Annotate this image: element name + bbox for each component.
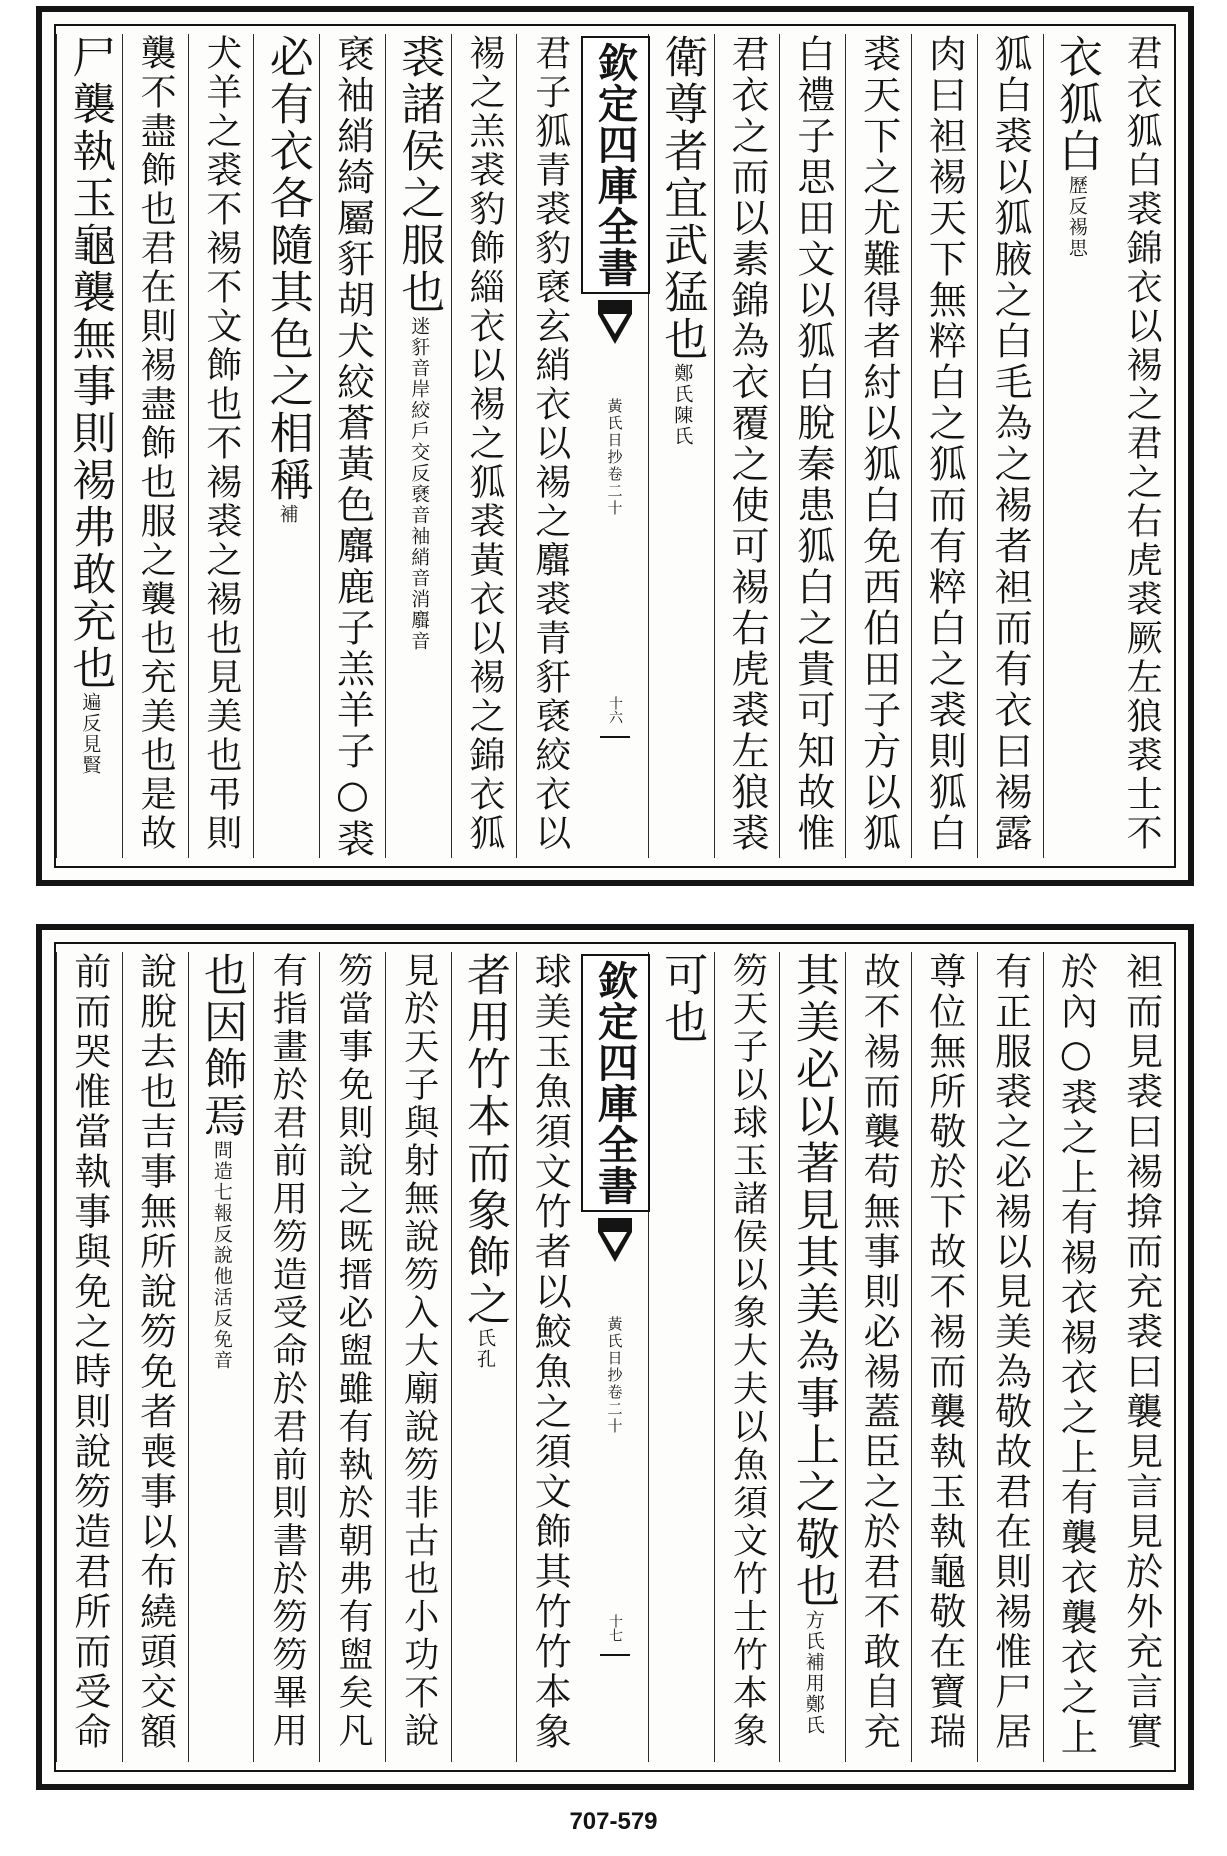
text-column — [451, 34, 517, 858]
main-text: 君衣之而以素錦為衣覆之使可裼右虎裘左狼裘 — [725, 34, 770, 854]
text-column — [648, 952, 714, 1762]
annotation-line: 歷反 — [1065, 175, 1088, 217]
gutter-page-number: 十六 — [607, 696, 623, 724]
main-text: 笏當事免則說之既搢必盥雖有執於朝弗有盥矣凡 — [332, 952, 373, 1750]
center-gutter — [585, 954, 645, 1760]
annotation-note — [671, 363, 694, 447]
text-column — [188, 34, 254, 858]
text-column — [911, 952, 977, 1762]
main-text: 可也 — [656, 952, 708, 1046]
page-panel-top — [36, 6, 1194, 886]
main-text: 肉曰袒裼天下無粹白之狐而有粹白之裘則狐白 — [922, 34, 967, 854]
text-column — [779, 952, 845, 1762]
text-column — [122, 952, 188, 1762]
main-text: 褎袖綃綺屬豻胡犬絞蒼黃色麛鹿子羔羊子○裘 — [330, 34, 375, 860]
gutter-title: 欽定四庫全書 — [581, 36, 650, 294]
annotation-line: 問造七報反 — [210, 1140, 233, 1245]
page-footer-number: 707-579 — [569, 1808, 658, 1835]
text-column — [845, 34, 911, 858]
annotation-note — [803, 1610, 823, 1736]
annotation-line: 鄭氏 — [671, 363, 694, 405]
gutter-rule — [600, 1654, 630, 1656]
text-column — [977, 952, 1043, 1762]
annotation-line: 迷豻音岸絞戶交反 — [408, 316, 431, 484]
annotation-line: 遍反 — [79, 692, 102, 734]
text-column — [385, 34, 451, 858]
text-column — [253, 952, 319, 1762]
main-text: 狐白裘以狐腋之白毛為之裼者袒而有衣曰裼露 — [988, 34, 1033, 854]
main-text: 故不裼而襲苟無事則必裼蓋臣之於君不敢自充 — [857, 952, 901, 1752]
main-text: 尊位無所敬於下故不裼而襲執玉執龜敬在寶瑞 — [922, 952, 966, 1752]
text-frame-top — [54, 24, 1176, 868]
page-panel-bottom — [36, 924, 1194, 1790]
main-text: 笏天子以球玉諸侯以象大夫以魚須文竹士竹本象 — [727, 952, 768, 1750]
main-text: 裘諸侯之服也 — [393, 34, 445, 316]
annotation-line: 氏 — [473, 1328, 496, 1349]
main-text: 君子狐青裘豹褎玄綃衣以裼之麛裘青豻褎絞衣以 — [529, 34, 571, 853]
text-column — [516, 952, 582, 1762]
main-text: 衣狐白 — [1050, 34, 1102, 175]
annotation-line: 陳氏 — [671, 405, 694, 447]
text-column — [516, 34, 582, 858]
text-column — [1043, 34, 1109, 858]
main-text: 球美玉魚須文竹者以鮫魚之須文飾其竹竹本象 — [528, 952, 572, 1752]
main-text: 裼之羔裘豹飾緇衣以裼之狐裘黃衣以裼之錦衣狐 — [463, 34, 505, 853]
main-text: 也因飾焉 — [195, 952, 247, 1140]
main-text: 有指畫於君前用笏造受命於君前則書於笏笏畢用 — [267, 952, 308, 1750]
annotation-line: 見賢 — [79, 734, 102, 776]
text-column — [56, 952, 122, 1762]
text-frame-bottom — [54, 942, 1176, 1772]
text-column — [188, 952, 254, 1762]
text-column — [911, 34, 977, 858]
text-column — [1108, 34, 1174, 858]
annotation-note — [211, 1140, 231, 1371]
gutter-source: 黃氏日抄卷二十 — [605, 398, 624, 517]
annotation-line: 說他活反免音 — [210, 1245, 233, 1371]
annotation-line: 補 — [276, 504, 299, 525]
annotation-line: 用鄭氏 — [802, 1673, 825, 1736]
annotation-note — [79, 692, 102, 776]
main-text: 前而哭惟當執事與免之時則說笏造君所而受命 — [67, 952, 111, 1752]
text-column — [451, 952, 517, 1762]
main-text: 者用竹本而象飾之 — [458, 952, 510, 1328]
main-text: 說脫去也吉事無所說笏免者喪事以布繞頭交額 — [133, 952, 177, 1752]
gutter-rule — [600, 736, 630, 738]
text-column — [648, 34, 714, 858]
annotation-note — [277, 504, 297, 525]
main-text: 袒而見裘曰裼揜而充裘曰襲見言見於外充言實 — [1119, 952, 1163, 1752]
text-column — [319, 34, 385, 858]
text-column — [1043, 952, 1109, 1762]
main-text: 白禮子思田文以狐白脫秦患狐白之貴可知故惟 — [790, 34, 835, 854]
main-text: 襲不盡飾也君在則裼盡飾也服之襲也充美也是故 — [135, 34, 177, 853]
text-column — [714, 34, 780, 858]
text-column — [779, 34, 845, 858]
text-column — [714, 952, 780, 1762]
text-column — [319, 952, 385, 1762]
annotation-line: 裼思 — [1065, 217, 1088, 259]
text-column — [385, 952, 451, 1762]
gutter-source: 黃氏日抄卷二十 — [605, 1316, 624, 1435]
fishtail-mark-icon — [598, 300, 632, 380]
annotation-note — [408, 316, 431, 652]
text-column — [122, 34, 188, 858]
annotation-line: 褎音袖綃音消麛音 — [408, 484, 431, 652]
main-text: 其美必以著見其美為事上之敬也 — [787, 952, 839, 1610]
text-column — [253, 34, 319, 858]
main-text: 裘天下之尤難得者紂以狐白免西伯田子方以狐 — [856, 34, 901, 854]
gutter-page-number: 十七 — [607, 1614, 623, 1642]
text-column — [56, 34, 122, 858]
annotation-line: 方氏補 — [802, 1610, 825, 1673]
main-text: 衛尊者宜武猛也 — [656, 34, 708, 363]
main-text: 必有衣各隨其色之相稱 — [261, 34, 313, 504]
gutter-title: 欽定四庫全書 — [581, 954, 650, 1212]
main-text: 於內○裘之上有裼衣裼衣之上有襲衣襲衣之上 — [1054, 952, 1098, 1758]
annotation-line: 孔 — [473, 1349, 496, 1370]
main-text: 有正服裘之必裼以見美為敬故君在則裼惟尸居 — [988, 952, 1032, 1752]
annotation-note — [474, 1328, 494, 1370]
main-text: 犬羊之裘不裼不文飾也不裼裘之裼也見美也弔則 — [200, 34, 242, 853]
text-column — [845, 952, 911, 1762]
center-gutter — [585, 36, 645, 856]
fishtail-mark-icon — [598, 1218, 632, 1298]
text-column — [1108, 952, 1174, 1762]
main-text: 見於天子與射無說笏入大廟說笏非古也小功不說 — [398, 952, 439, 1750]
main-text: 君衣狐白裘錦衣以裼之君之右虎裘厥左狼裘士不 — [1121, 34, 1163, 853]
main-text: 尸襲執玉龜襲無事則裼弗敢充也 — [64, 34, 116, 692]
text-column — [977, 34, 1043, 858]
annotation-note — [1066, 175, 1086, 259]
